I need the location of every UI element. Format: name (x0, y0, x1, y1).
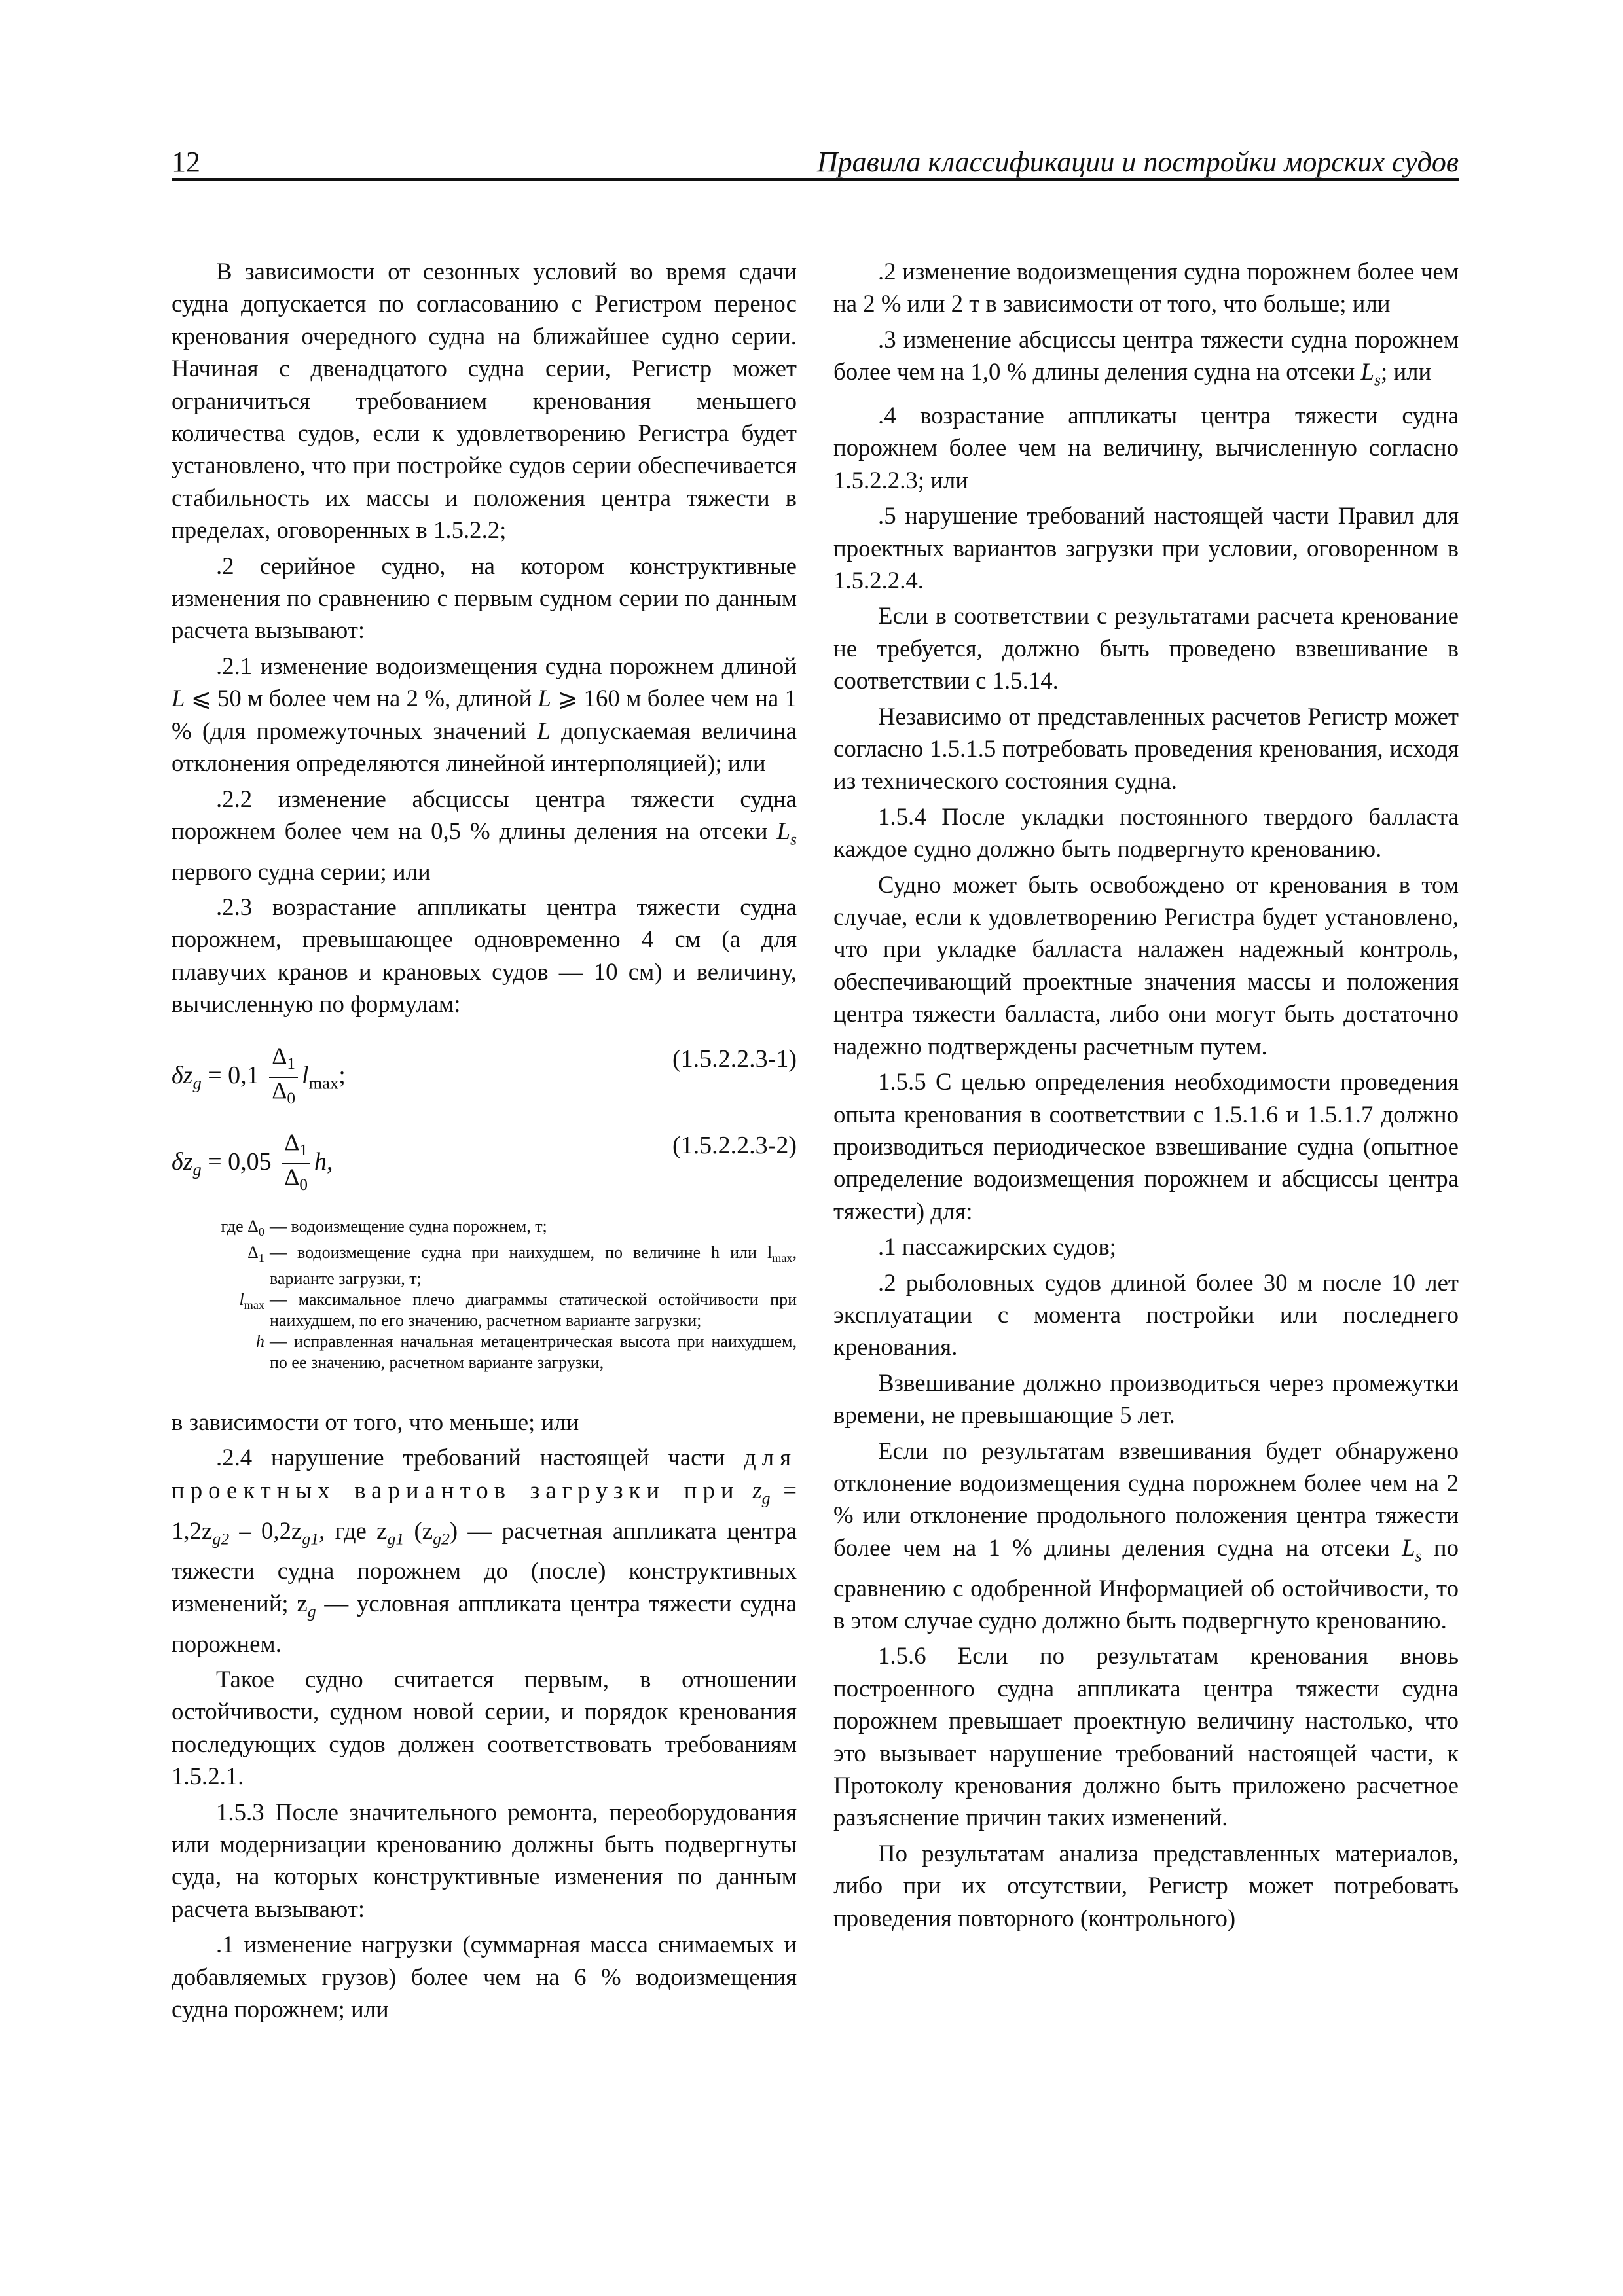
definitions-list (172, 1216, 797, 1373)
paragraph: .4 возрастание аппликаты центра тяжести судна порожнем более чем на величину, вычисленную согласно 1.5.2.2.3; или (833, 401, 1459, 493)
paragraph: По результатам анализа представленных материалов, либо при их отсутствии, Регистр может потребовать проведения повторного (контрольного) (833, 1839, 1459, 1931)
paragraph: Взвешивание должно производиться через промежутки времени, не превышающие 5 лет. (833, 1369, 1459, 1429)
section-1-5-5: 1.5.5 С целью определения необходимости проведения опыта кренования в соответствии с 1.5.1.6 и 1.5.1.7 должно производиться периодическое взвешивание судна (опытное определение водоизмещения порожнем и абсциссы центра тяжести) для: (833, 1068, 1459, 1225)
paragraph: Если по результатам взвешивания будет обнаружено отклонение водоизмещения судна порожнем более чем на 2 % или отклонение продольного положения центра тяжести более чем на 1 % длины деления судна на отсеки $L_s$ по сравнению с одобренной Информацией об остойчивости, то в этом случае судно должно быть подвергнуто кренованию. (833, 1437, 1459, 1634)
paragraph: Независимо от представленных расчетов Регистр может согласно 1.5.1.5 потребовать проведения кренования, исходя из технического состояния судна. (833, 702, 1459, 795)
equation-number: (1.5.2.2.3-2) (672, 1131, 797, 1159)
paragraph: Если в соответствии с результатами расчета кренование не требуется, должно быть проведено взвешивание в соответствии с 1.5.14. (833, 602, 1459, 694)
paragraph: в зависимости от того, что меньше; или (172, 1408, 579, 1436)
list-item: .1 пассажирских судов; (878, 1233, 1116, 1261)
running-title: Правила классификации и постройки морских судов (816, 146, 1459, 178)
paragraph: .5 нарушение требований настоящей части Правил для проектных вариантов загрузки при условии, оговоренном в 1.5.2.2.4. (833, 502, 1459, 594)
paragraph: .2.1 изменение водоизмещения судна порожнем длиной L ⩽ 50 м более чем на 2 %, длиной L ⩾ 160 м более чем на 1 % (для промежуточных значений L допускаемая величина отклонения определяются линейной интерполяцией); или (172, 652, 797, 777)
formula-1: $\delta z_g = 0,1$ $\frac{\Delta_1}{\Delta_0}$ $l_{max}$; (1.5.2.2.3-1) (172, 1042, 797, 1108)
right-column (833, 255, 1459, 1937)
section-1-5-3: 1.5.3 После значительного ремонта, переоборудования или модернизации кренованию должны быть подвергнуты суда, на которых конструктивные изменения по данным расчета вызывают: (172, 1798, 797, 1922)
left-column (172, 255, 797, 2028)
page-number: 12 (172, 146, 200, 178)
paragraph: .2.4 нарушение требований настоящей части для проектных вариантов загрузки при $z_g = 1,2z_{g2} - 0,2z_{g1}$, где $z_{g1}$ $(z_{g2})$ — расчетная аппликата центра тяжести судна порожнем до (после) конструктивных изменений; $z_g$ — условная аппликата центра тяжести судна порожнем. (172, 1444, 797, 1657)
paragraph: .2 изменение водоизмещения судна порожнем более чем на 2 % или 2 т в зависимости от того, что больше; или (833, 258, 1459, 317)
section-1-5-4: 1.5.4 После укладки постоянного твердого балласта каждое судно должно быть подвергнуто кренованию. (833, 802, 1459, 863)
paragraph: Такое судно считается первым, в отношении остойчивости, судном новой серии, и порядок кренования последующих судов должен соответствовать требованиям 1.5.2.1. (172, 1666, 797, 1790)
paragraph: Судно может быть освобождено от кренования в том случае, если к удовлетворению Регистра будет установлено, что при укладке балласта налажен надежный контроль, обеспечивающий проектные значения массы и положения центра тяжести балласта, либо они могут быть достаточно надежно подтверждены расчетным путем. (833, 870, 1459, 1060)
definition-row: где $\Delta_0$ — водоизмещение судна порожнем, т; (221, 1216, 547, 1238)
running-header (172, 145, 1459, 179)
paragraph: .3 изменение абсциссы центра тяжести судна порожнем более чем на 1,0 % длины деления судна на отсеки $L_s$; или (833, 325, 1459, 389)
definition-row: h — исправленная начальная метацентрическая высота при наихудшем, по ее значению, расчетном варианте загрузки, (256, 1332, 797, 1372)
definition-row: $\Delta_1$ — водоизмещение судна при наихудшем, по величине h или $l_{max}$, варианте загрузки, т; (247, 1242, 797, 1289)
paragraph: В зависимости от сезонных условий во время сдачи судна допускается по согласованию с Регистром перенос кренования очередного судна на ближайшее судно серии. Начиная с двенадцатого судна серии, Регистр может ограничиться требованием кренования меньшего количества судов, если к удовлетворению Регистра будет установлено, что при постройке судов серии обеспечивается стабильность их массы и положения центра тяжести в пределах, оговоренных в 1.5.2.2; (172, 258, 797, 544)
paragraph: .1 изменение нагрузки (суммарная масса снимаемых и добавляемых грузов) более чем на 6 % водоизмещения судна порожнем; или (172, 1931, 797, 2023)
list-item: .2 рыболовных судов длиной более 30 м после 10 лет эксплуатации с момента постройки или последнего кренования. (833, 1268, 1459, 1361)
paragraph: .2.3 возрастание аппликаты центра тяжести судна порожнем, превышающее одновременно 4 см (а для плавучих кранов и крановых судов — 10 см) и величину, вычисленную по формулам: (172, 893, 797, 1018)
definition-row: $l_{max}$ — максимальное плечо диаграммы статической остойчивости при наихудшем, по его значению, расчетном варианте загрузки; (239, 1290, 797, 1331)
paragraph: .2 серийное судно, на котором конструктивные изменения по сравнению с первым судном серии по данным расчета вызывают: (172, 552, 797, 644)
section-1-5-6: 1.5.6 Если по результатам кренования вновь построенного судна аппликата центра тяжести судна порожнем превышает проектную величину настолько, что это вызывает нарушение требований настоящей части, к Протоколу кренования должно быть приложено расчетное разъяснение причин таких изменений. (833, 1642, 1459, 1831)
formula-2: $\delta z_g = 0,05$ $\frac{\Delta_1}{\Delta_0}$ h, (1.5.2.2.3-2) (172, 1128, 797, 1194)
equation-number: (1.5.2.2.3-1) (672, 1045, 797, 1073)
paragraph: .2.2 изменение абсциссы центра тяжести судна порожнем более чем на 0,5 % длины деления на отсеки $L_s$ первого судна серии; или (172, 785, 797, 885)
header-rule (172, 178, 1459, 181)
